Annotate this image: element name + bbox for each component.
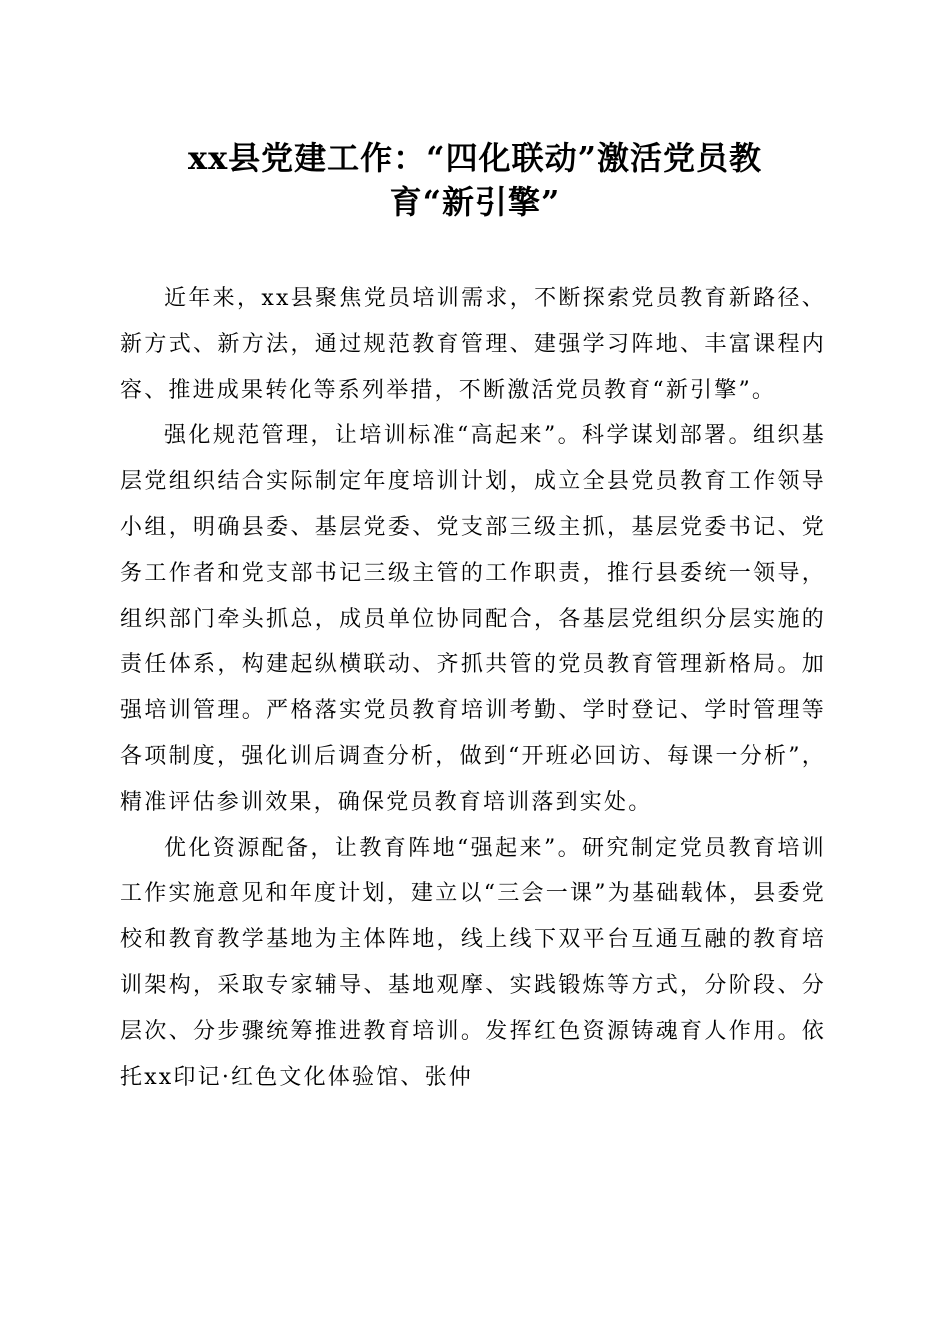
paragraph-management: 强化规范管理，让培训标准“高起来”。科学谋划部署。组织基层党组织结合实际制定年度培训计划，成立全县党员教育工作领导小组，明确县委、基层党委、党支部三级主抓，基层党委书记、党务工作者和党支部书记三级主管的工作职责，推行县委统一领导，组织部门牵头抓总，成员单位协同配合，各基层党组织分层实施的责任体系，构建起纵横联动、齐抓共管的党员教育管理新格局。加强培训管理。严格落实党员教育培训考勤、学时登记、学时管理等各项制度，强化训后调查分析，做到“开班必回访、每课一分析”，精准评估参训效果，确保党员教育培训落到实处。 [120, 423, 826, 815]
title-line-1: xx县党建工作：“四化联动”激活党员教 [188, 139, 762, 177]
title-line-2: 育“新引擎” [389, 183, 561, 221]
document-body [120, 276, 826, 1100]
paragraph-resources: 优化资源配备，让教育阵地“强起来”。研究制定党员教育培训工作实施意见和年度计划，建立以“三会一课”为基础载体，县委党校和教育教学基地为主体阵地，线上线下双平台互通互融的教育培训架构，采取专家辅导、基地观摩、实践锻炼等方式，分阶段、分层次、分步骤统筹推进教育培训。发挥红色资源铸魂育人作用。依托xx印记·红色文化体验馆、张仲 [120, 835, 826, 1090]
document-title [120, 136, 830, 224]
paragraph-intro: 近年来，xx县聚焦党员培训需求，不断探索党员教育新路径、新方式、新方法，通过规范教育管理、建强学习阵地、丰富课程内容、推进成果转化等系列举措，不断激活党员教育“新引擎”。 [120, 286, 826, 403]
